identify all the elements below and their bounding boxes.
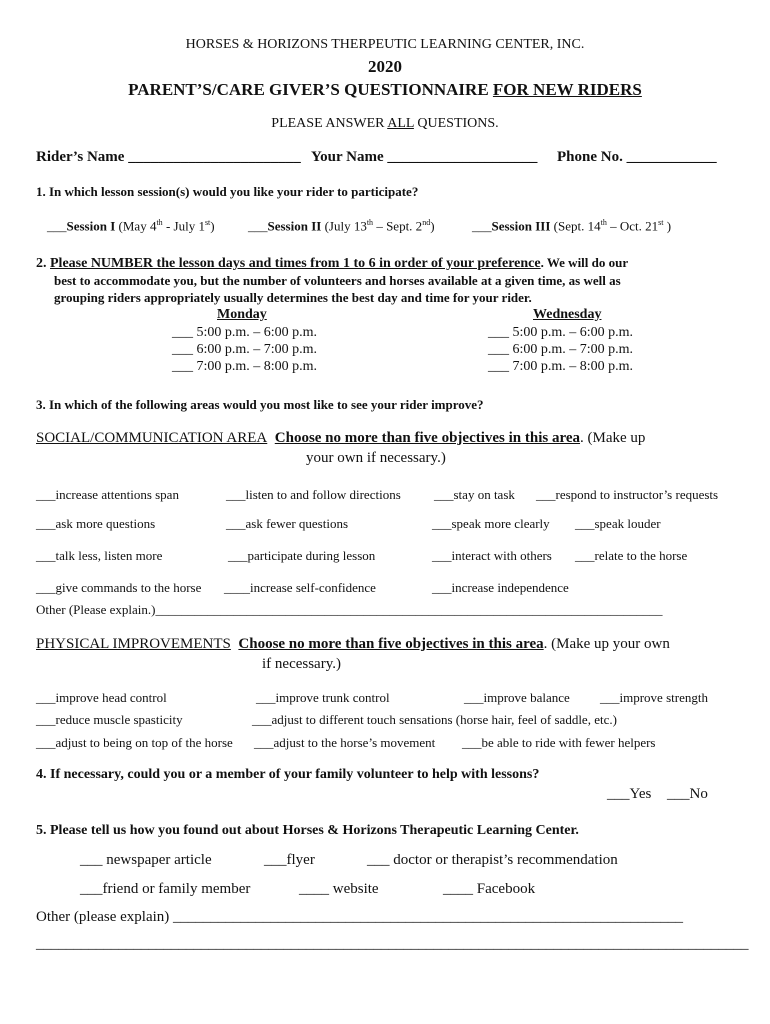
session-3-dates-b: – Oct. 21	[606, 218, 659, 234]
social-note-2: your own if necessary.)	[306, 450, 446, 466]
q2-line-2: best to accommodate you, but the number of volunteers and horses available at a given time, as well as	[54, 273, 621, 288]
physical-item[interactable]: ___adjust to the horse’s movement	[254, 735, 436, 750]
monday-time-2[interactable]: ___ 6:00 p.m. – 7:00 p.m.	[172, 342, 318, 357]
social-item[interactable]: ___give commands to the horse	[36, 580, 202, 595]
session-1-sup-1: th	[156, 218, 163, 227]
session-2-sup-1: th	[366, 218, 374, 227]
session-1-dates-c: )	[210, 218, 215, 234]
q2-number: 2.	[36, 256, 47, 271]
physical-item[interactable]: ___improve head control	[36, 690, 167, 705]
rider-name-field[interactable]: Rider’s Name _______________________	[36, 149, 301, 165]
physical-note-1: . (Make up your own	[543, 636, 670, 652]
social-item[interactable]: ___speak louder	[575, 516, 661, 531]
source-option[interactable]: ____ website	[299, 881, 379, 897]
social-item[interactable]: ___increase independence	[432, 580, 569, 595]
session-2-option[interactable]	[248, 218, 435, 234]
q2-line-3: grouping riders appropriately usually determines the best day and time for your rider.	[54, 290, 532, 305]
social-heading-line	[36, 430, 645, 447]
org-name: HORSES & HORIZONS THERPEUTIC LEARNING CENTER, INC.	[185, 37, 585, 52]
monday-heading: Monday	[217, 307, 267, 322]
physical-heading-line	[36, 636, 670, 653]
session-2-dates-c: )	[430, 218, 435, 234]
social-item[interactable]: ___respond to instructor’s requests	[536, 487, 719, 502]
q4-no-option[interactable]: ___No	[667, 786, 708, 802]
session-3-label: Session III	[491, 218, 551, 234]
social-item[interactable]: ___talk less, listen more	[36, 548, 163, 563]
social-heading: SOCIAL/COMMUNICATION AREA	[36, 430, 268, 446]
q5-question: 5. Please tell us how you found out about Horses & Horizons Therapeutic Learning Center.	[36, 823, 579, 838]
source-option[interactable]: ____ Facebook	[443, 881, 536, 897]
physical-note-2: if necessary.)	[262, 656, 341, 672]
physical-item[interactable]: ___reduce muscle spasticity	[36, 712, 183, 727]
physical-item[interactable]: ___improve strength	[600, 690, 708, 705]
social-item[interactable]: ___increase attentions span	[36, 487, 179, 502]
session-3-option[interactable]	[472, 218, 671, 234]
physical-instruction: Choose no more than five objectives in this area	[238, 636, 544, 652]
social-item[interactable]: ___listen to and follow directions	[226, 487, 401, 502]
social-note-1: . (Make up	[580, 430, 646, 446]
source-other-blank-line[interactable]: _______________________________________________________________________________________________	[36, 936, 749, 952]
form-title	[0, 80, 770, 100]
wednesday-time-1[interactable]: ___ 5:00 p.m. – 6:00 p.m.	[488, 325, 634, 340]
form-year: 2020	[368, 57, 402, 76]
session-2-sup-2: nd	[422, 218, 431, 227]
wednesday-time-3[interactable]: ___ 7:00 p.m. – 8:00 p.m.	[488, 359, 634, 374]
wednesday-heading: Wednesday	[533, 307, 602, 322]
physical-item[interactable]: ___improve trunk control	[256, 690, 390, 705]
session-2-dates-b: – Sept. 2	[373, 218, 423, 234]
session-1-option[interactable]	[47, 218, 215, 234]
phone-field[interactable]: Phone No. ____________	[557, 149, 717, 165]
session-1-sup-2: st	[204, 218, 211, 227]
session-1-label: Session I	[66, 218, 116, 234]
instruction-post: QUESTIONS.	[413, 116, 499, 131]
session-3-sup-1: th	[600, 218, 607, 227]
session-1-blank[interactable]: ___	[47, 218, 67, 234]
monday-time-1[interactable]: ___ 5:00 p.m. – 6:00 p.m.	[172, 325, 318, 340]
session-3-blank[interactable]: ___	[472, 218, 492, 234]
session-3-dates-c: )	[663, 218, 672, 234]
q2-rest: . We will do our	[540, 255, 629, 270]
session-2-dates-a: (July 13	[321, 218, 367, 234]
social-item[interactable]: ____increase self-confidence	[224, 580, 376, 595]
session-2-blank[interactable]: ___	[248, 218, 268, 234]
social-item[interactable]: ___stay on task	[434, 487, 515, 502]
wednesday-time-2[interactable]: ___ 6:00 p.m. – 7:00 p.m.	[488, 342, 634, 357]
session-3-sup-2: st	[658, 218, 664, 227]
session-2-label: Session II	[267, 218, 322, 234]
physical-item[interactable]: ___be able to ride with fewer helpers	[462, 735, 656, 750]
q4-question: 4. If necessary, could you or a member of your family volunteer to help with lessons?	[36, 767, 540, 782]
social-item[interactable]: ___ask fewer questions	[226, 516, 349, 531]
social-item[interactable]: ___participate during lesson	[228, 548, 376, 563]
form-title-main: PARENT’S/CARE GIVER’S QUESTIONNAIRE	[128, 80, 493, 99]
source-other-field[interactable]: Other (please explain) ____________________________________________________________________	[36, 909, 684, 925]
instructions	[0, 116, 770, 132]
social-instruction: Choose no more than five objectives in this area	[274, 430, 581, 446]
source-option[interactable]: ___ doctor or therapist’s recommendation	[367, 852, 618, 868]
your-name-field[interactable]: Your Name ____________________	[311, 149, 538, 165]
q2-line-1	[36, 255, 628, 272]
session-3-dates-a: (Sept. 14	[550, 218, 601, 234]
source-option[interactable]: ___flyer	[264, 852, 315, 868]
instruction-all: ALL	[387, 116, 414, 131]
q2-underlined: Please NUMBER the lesson days and times from 1 to 6 in order of your preference	[50, 256, 541, 271]
q3-question: 3. In which of the following areas would you most like to see your rider improve?	[36, 397, 484, 412]
physical-item[interactable]: ___adjust to being on top of the horse	[36, 735, 233, 750]
social-item[interactable]: ___interact with others	[432, 548, 552, 563]
social-item[interactable]: ___ask more questions	[36, 516, 156, 531]
physical-heading: PHYSICAL IMPROVEMENTS	[36, 636, 231, 652]
monday-time-3[interactable]: ___ 7:00 p.m. – 8:00 p.m.	[172, 359, 318, 374]
social-item[interactable]: ___speak more clearly	[432, 516, 550, 531]
social-item[interactable]: ___relate to the horse	[575, 548, 688, 563]
source-option[interactable]: ___ newspaper article	[80, 852, 212, 868]
q4-yes-option[interactable]: ___Yes	[607, 786, 652, 802]
instruction-pre: PLEASE ANSWER	[271, 116, 388, 131]
social-other-field[interactable]: Other (Please explain.)______________________________________________________________________________	[36, 602, 663, 617]
session-1-dates-b: - July 1	[162, 218, 205, 234]
form-title-underlined: FOR NEW RIDERS	[492, 80, 642, 99]
physical-item[interactable]: ___improve balance	[464, 690, 570, 705]
q1-question: 1. In which lesson session(s) would you like your rider to participate?	[36, 184, 419, 199]
session-1-dates-a: (May 4	[115, 218, 157, 234]
physical-item[interactable]: ___adjust to different touch sensations (horse hair, feel of saddle, etc.)	[252, 712, 617, 727]
source-option[interactable]: ___friend or family member	[80, 881, 251, 897]
